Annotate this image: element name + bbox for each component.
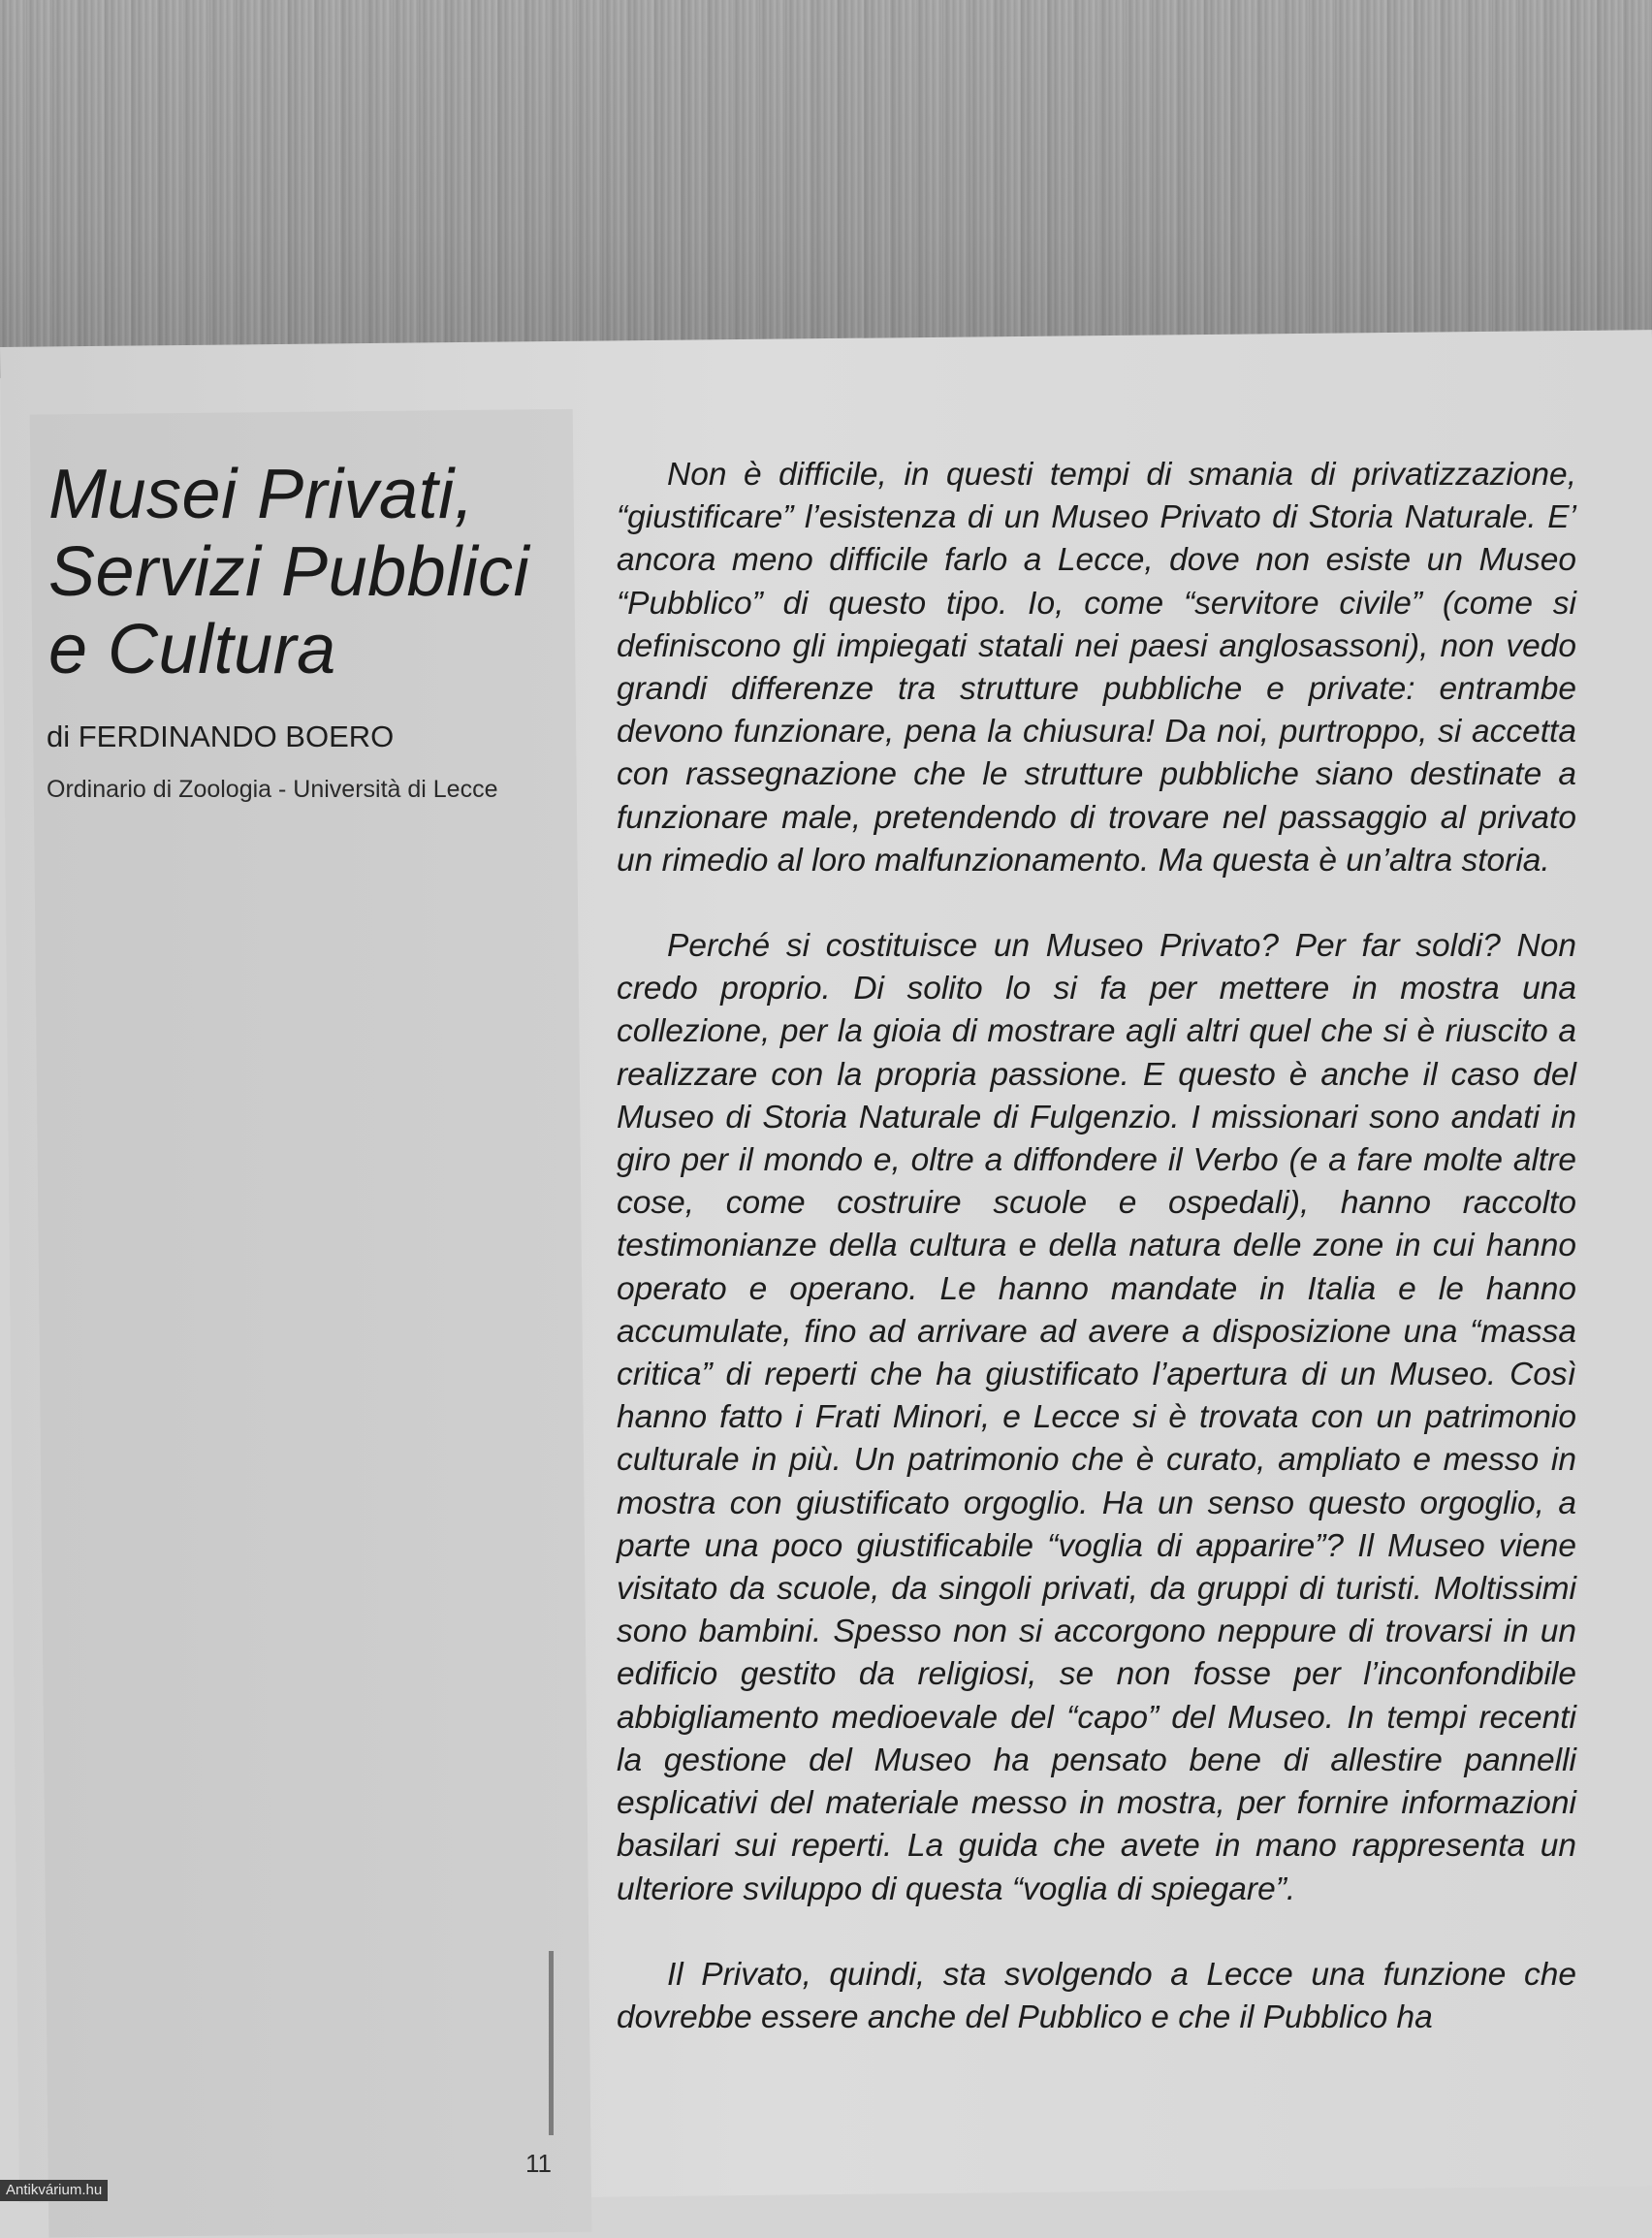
article-title	[48, 456, 572, 688]
background-surface	[0, 0, 1652, 378]
title-line: Musei Privati,	[48, 456, 475, 533]
author-affiliation: Ordinario di Zoologia - Università di Lecce	[47, 776, 498, 803]
body-paragraph: Il Privato, quindi, sta svolgendo a Lecce una funzione che dovrebbe essere anche del Pubblico e che il Pubblico ha	[617, 1956, 1576, 2035]
watermark-label: Antikvárium.hu	[0, 2180, 108, 2201]
page-number: 11	[525, 2149, 552, 2178]
body-paragraph: Non è difficile, in questi tempi di smania di privatizzazione, “giustificare” l’esistenza di un Museo Privato di Storia Naturale. E’ ancora meno difficile farlo a Lecce, dove non esiste un Museo “Pubblico” di questo tipo. Io, come “servitore civile” (come si definiscono gli impiegati statali nei paesi anglosassoni), non vedo grandi differenze tra strutture pubbliche e private: entrambe devono funzionare, pena la chiusura! Da noi, purtroppo, si accetta con rassegnazione che le strutture pubbliche siano destinate a funzionare male, pretendendo di trovare nel passaggio al privato un rimedio al loro malfunzionamento. Ma questa è un’altra storia.	[617, 457, 1576, 879]
title-line: Servizi Pubblici	[48, 533, 530, 611]
body-paragraph: Perché si costituisce un Museo Privato? Per far soldi? Non credo proprio. Di solito lo si fa per mettere in mostra una collezione, per la gioia di mostrare agli altri quel che si è riuscito a realizzare con la propria passione. E questo è anche il caso del Museo di Storia Naturale di Fulgenzio. I missionari sono andati in giro per il mondo e, oltre a diffondere il Verbo (e a fare molte altre cose, come costruire scuole e ospedali), hanno raccolto testimonianze della cultura e della natura delle zone in cui hanno operato e operano. Le hanno mandate in Italia e le hanno accumulate, fino ad arrivare ad avere a disposizione una “massa critica” di reperti che ha giustificato l’apertura di un Museo. Così hanno fatto i Frati Minori, e Lecce si è trovata con un patrimonio culturale in più. Un patrimonio che è curato, ampliato e messo in mostra con giustificato orgoglio. Ha un senso questo orgoglio, a parte una poco giustificabile “voglia di apparire”? Il Museo viene visitato da scuole, da singoli privati, da gruppi di turisti. Moltissimi sono bambini. Spesso non si accorgono neppure di trovarsi in un edificio gestito da religiosi, se non fosse per l’inconfondibile abbigliamento medioevale del “capo” del Museo. In tempi recenti la gestione del Museo ha pensato bene di allestire pannelli esplicativi del materiale messo in mostra, per fornire informazioni basilari sui reperti. La guida che avete in mano rappresenta un ulteriore sviluppo di questa “voglia di spiegare”.	[617, 928, 1576, 1907]
vertical-rule	[549, 1951, 554, 2135]
author-byline: di FERDINANDO BOERO	[47, 719, 395, 753]
title-line: e Cultura	[48, 611, 336, 688]
article-body	[617, 454, 1576, 2082]
